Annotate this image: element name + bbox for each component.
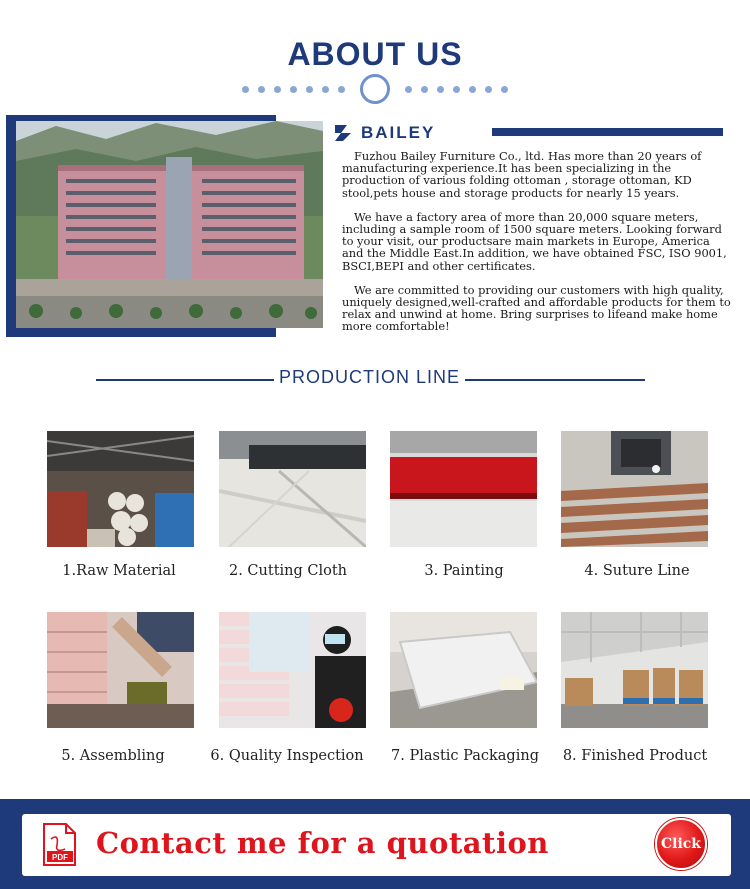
divider-dot [322,86,329,93]
divider-dot [469,86,476,93]
divider-dot [453,86,460,93]
brand-name: BAILEY [361,123,436,142]
pdf-icon [41,823,77,867]
pdf-icon-label: PDF [52,853,68,862]
page-title: ABOUT US [287,36,463,72]
description-paragraph: We have a factory area of more than 20,000 square meters, including a sample room of 1500 square meters. Looking forward to your visit, our productsare main markets in Europe, America and the Middle East.In addition, we have obtained FSC, ISO 9001, BSCI,BEPI and other certificates. [342,209,727,273]
section-rule-left [96,379,274,381]
step-label: 3. Painting [424,563,504,579]
title-divider [0,74,750,104]
divider-dot [485,86,492,93]
divider-dot [242,86,249,93]
step-label: 6. Quality Inspection [210,748,364,764]
step-photo-raw-material [47,431,194,547]
step-photo-quality-inspection [219,612,366,728]
step-label: 8. Finished Product [562,748,708,764]
brand-logo [333,121,473,145]
divider-ring-icon [360,74,390,104]
description-paragraph: Fuzhou Bailey Furniture Co., ltd. Has more than 20 years of manufacturing experience.It has been specializing in the production of various folding ottoman , storage ottoman, KD stool,pets house and storage products for nearly 15 years. [342,149,702,200]
step-photo-painting [390,431,537,547]
step-photo-suture-line [561,431,708,547]
divider-dot [421,86,428,93]
step-label: 2. Cutting Cloth [228,563,348,579]
contact-quotation-link[interactable]: Contact me for a quotation [96,826,549,860]
description-paragraph: We are committed to providing our customers with high quality, uniquely designed,well-crafted and affordable products for them to relax and unwind at home. Bring surprises to lifeand make home more comfortable! [342,282,731,334]
company-description [342,150,732,345]
divider-dot [258,86,265,93]
factory-photo [16,121,323,328]
click-button[interactable]: Click [655,818,707,870]
step-photo-cutting-cloth [219,431,366,547]
section-rule-right [465,379,645,381]
step-label: 1.Raw Material [62,563,176,579]
bailey-logo-icon [333,123,355,143]
step-label: 5. Assembling [61,748,165,764]
step-photo-plastic-packaging [390,612,537,728]
divider-dot [306,86,313,93]
divider-dot [290,86,297,93]
step-photo-assembling [47,612,194,728]
divider-dot [501,86,508,93]
section-title: PRODUCTION LINE [278,367,461,387]
divider-dot [274,86,281,93]
divider-dot [338,86,345,93]
divider-dot [405,86,412,93]
step-label: 7. Plastic Packaging [391,748,539,764]
brand-divider-bar [492,128,723,136]
step-photo-finished-product [561,612,708,728]
divider-dot [437,86,444,93]
step-label: 4. Suture Line [584,563,690,579]
